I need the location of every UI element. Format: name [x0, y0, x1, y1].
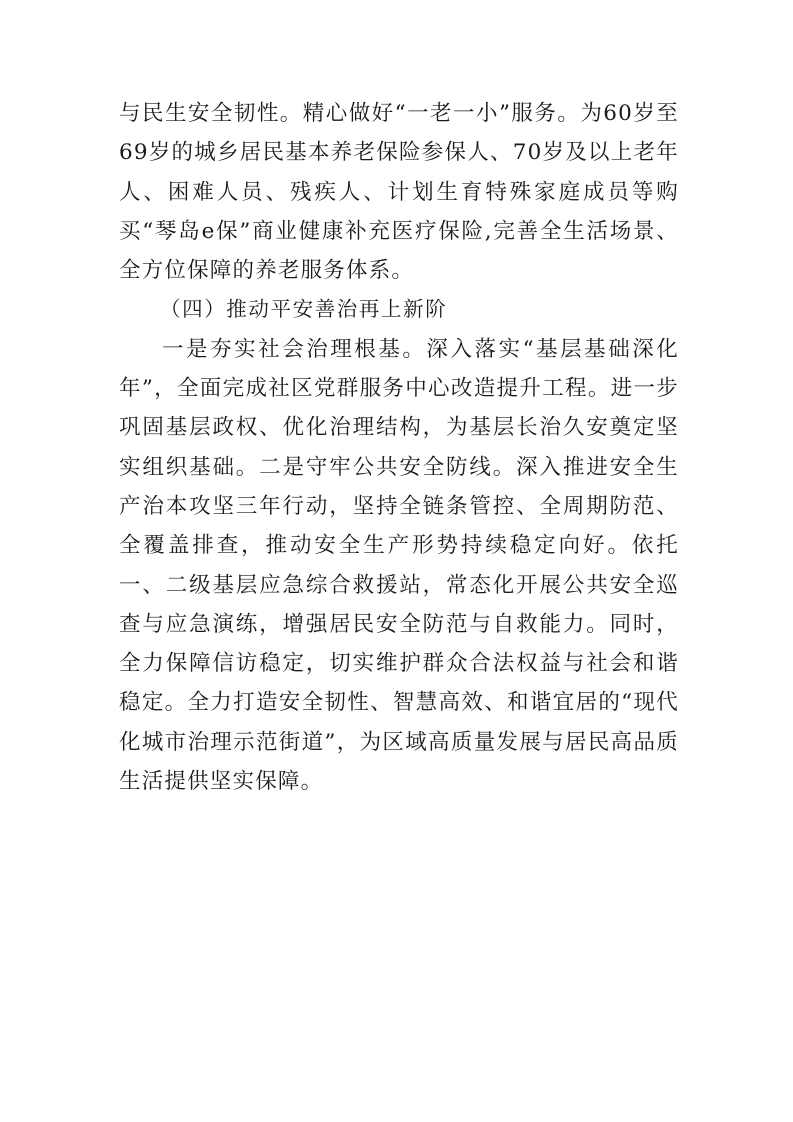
paragraph-elderly-child-services: 与民生安全韧性。精心做好“一老一小”服务。为60岁至69岁的城乡居民基本养老保险参保人、70岁及以上老年人、困难人员、残疾人、计划生育特殊家庭成员等购买“琴岛e保”商业健康补充医疗保险,完善全生活场景、全方位保障的养老服务体系。	[119, 101, 679, 284]
paragraph-social-governance: 一是夯实社会治理根基。深入落实“基层基础深化年”，全面完成社区党群服务中心改造提升工程。进一步巩固基层政权、优化治理结构，为基层长治久安奠定坚实组织基础。二是守牢公共安全防线。深入推进安全生产治本攻坚三年行动，坚持全链条管控、全周期防范、全覆盖排查，推动安全生产形势持续稳定向好。依托一、二级基层应急综合救援站，常态化开展公共安全巡查与应急演练，增强居民安全防范与自救能力。同时，全力保障信访稳定，切实维护群众合法权益与社会和谐稳定。全力打造安全韧性、智慧高效、和谐宜居的“现代化城市治理示范街道”，为区域高质量发展与居民高品质生活提供坚实保障。	[119, 336, 679, 795]
section-heading-safety-governance: （四）推动平安善治再上新阶	[160, 297, 448, 322]
document-body	[119, 94, 679, 801]
